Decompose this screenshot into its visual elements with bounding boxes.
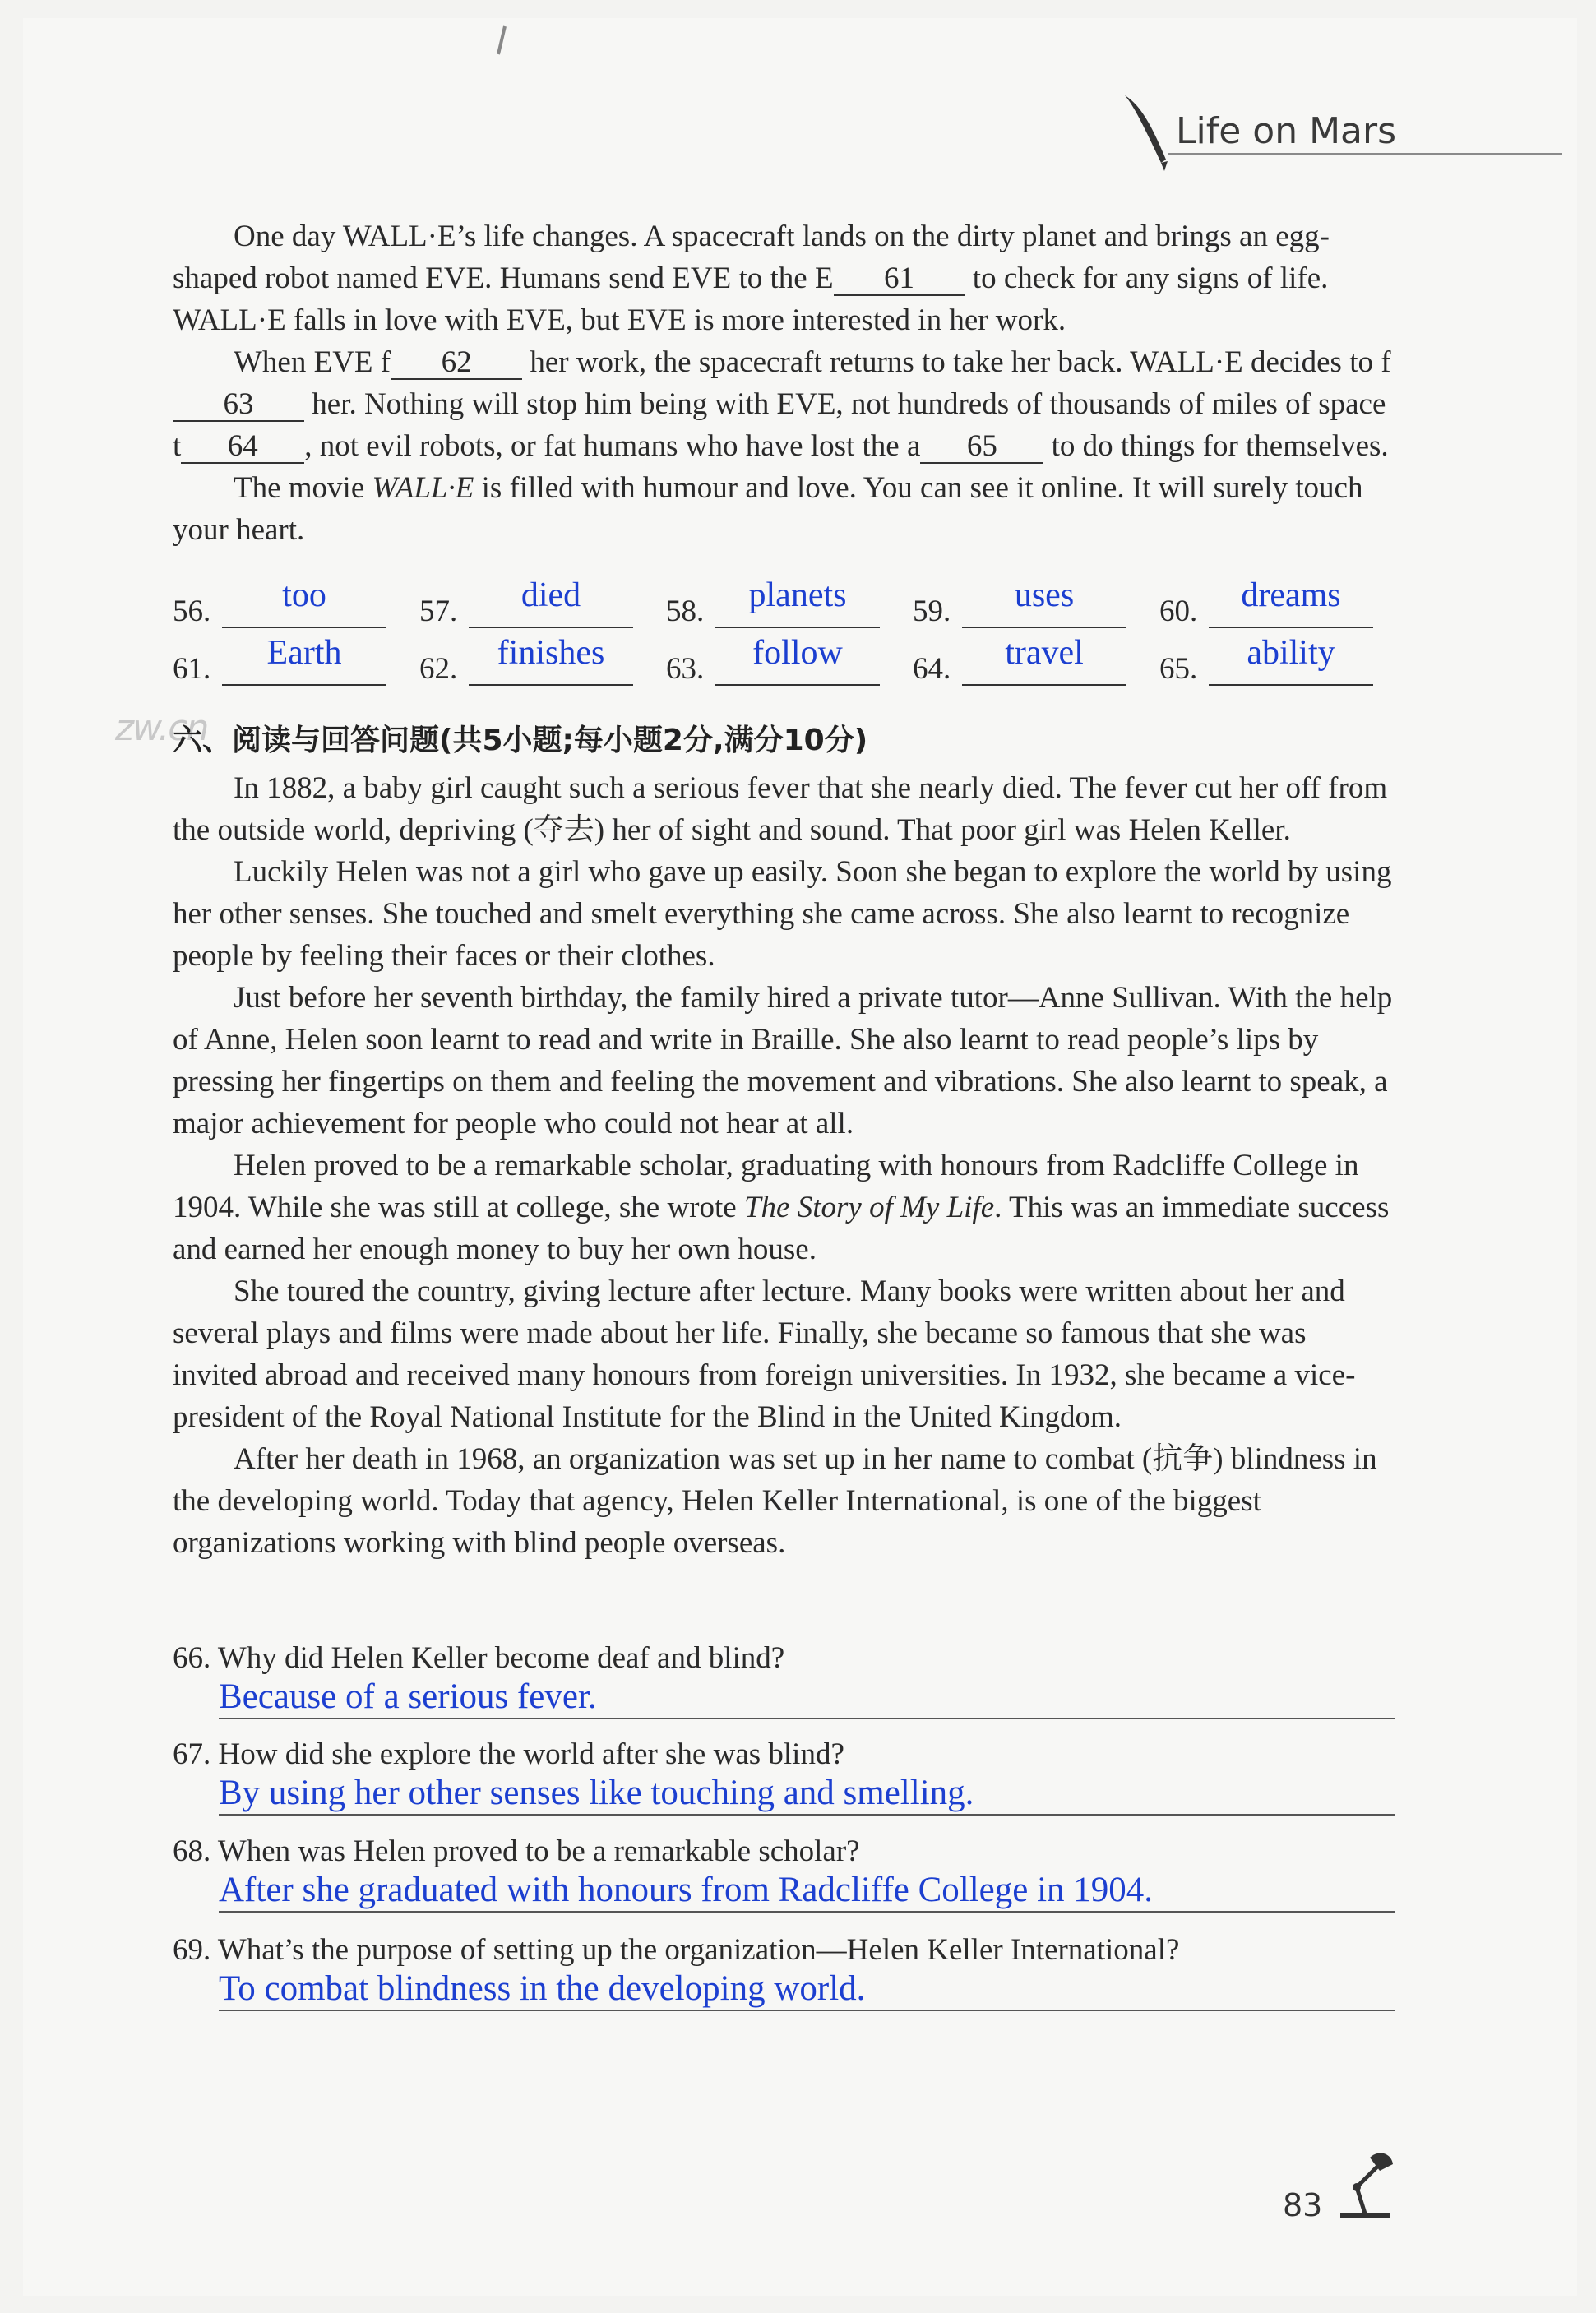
answer-grid [173,576,1406,691]
desk-lamp-icon [1332,2146,1398,2220]
book-title: The Story of My Life [743,1191,995,1224]
blank-65: 65 [920,431,1043,464]
answer-text: After she graduated with honours from Radcliffe College in 1904. [219,1871,1154,1909]
passage-helen-keller [173,767,1398,1564]
paragraph: One day WALL·E’s life changes. A spacecraft lands on the dirty planet and brings an egg-shaped robot named EVE. Humans send EVE to the E 61 to check for any signs of life. WALL·E falls in love with EVE, but EVE is more interested in her work. [173,220,1330,337]
answer-row: 56. too 57. died 58. planets 59. uses 60. dreams [173,576,1406,633]
pen-mark [493,25,510,58]
answer-line [219,1718,1395,1719]
page-header [1118,90,1579,164]
question-text: 66. Why did Helen Keller become deaf and blind? [173,1641,785,1675]
answer-line [219,1814,1395,1816]
blank-64: 64 [181,431,304,464]
quill-pen-icon [1118,90,1176,173]
paragraph: The movie WALL·E is filled with humour and love. You can see it online. It will surely touch your heart. [173,471,1363,547]
paragraph: When EVE f 62 her work, the spacecraft returns to take her back. WALL·E decides to f63 her. Nothing will stop him being with EVE, not hundreds of thousands of miles of space t 64 , not evil robots, or fat humans who have lost the a 65 to do things for themselves. [173,345,1391,463]
paragraph: After her death in 1968, an organization was set up in her name to combat (抗争) blindness in the developing world. Today that agency, Helen Keller International, is one of the biggest organizations working with blind people overseas. [173,1442,1377,1560]
page-number: 83 [1283,2187,1323,2223]
answer-text: By using her other senses like touching and smelling. [219,1774,974,1812]
question-text: 69. What’s the purpose of setting up the organization—Helen Keller International? [173,1933,1180,1967]
answer-text: To combat blindness in the developing world. [219,1969,866,2008]
blank-61: 61 [834,263,965,296]
answer-line [219,2010,1395,2011]
header-title: Life on Mars [1176,110,1397,152]
paragraph: Just before her seventh birthday, the family hired a private tutor—Anne Sullivan. With the help of Anne, Helen soon learnt to read and write in Braille. She also learnt to read people’s lips by pressing her fingertips on them and feeling the movement and vibrations. She also learnt to speak, a major achievement for people who could not hear at all. [173,981,1393,1140]
blank-62: 62 [391,347,522,380]
question-text: 68. When was Helen proved to be a remarkable scholar? [173,1834,860,1868]
passage-wall-e [173,215,1398,551]
paragraph: In 1882, a baby girl caught such a serious fever that she nearly died. The fever cut her off from the outside world, depriving (夺去) her of sight and sound. That poor girl was Helen Keller. [173,771,1388,847]
paragraph: She toured the country, giving lecture after lecture. Many books were written about her and several plays and films were made about her life. Finally, she became so famous that she was invited abroad and received many honours from foreign universities. In 1932, she became a vice-president of the Royal National Institute for the Blind in the United Kingdom. [173,1274,1356,1434]
blank-63: 63 [173,389,304,422]
question-text: 67. How did she explore the world after she was blind? [173,1737,844,1771]
watermark: zw.cn [115,707,208,749]
answer-line [219,1911,1395,1913]
answer-text: Because of a serious fever. [219,1677,597,1716]
answer-row: 61. Earth 62. finishes 63. follow 64. travel 65. ability [173,633,1406,691]
header-rule [1168,153,1562,155]
movie-title: WALL·E [372,471,474,505]
paragraph: Luckily Helen was not a girl who gave up easily. Soon she began to explore the world by using her other senses. She touched and smelt everything she came across. She also learnt to recognize people by feeling their faces or their clothes. [173,855,1392,973]
paragraph: Helen proved to be a remarkable scholar, graduating with honours from Radcliffe College in 1904. While she was still at college, she wrote The Story of My Life. This was an immediate success and earned her enough money to buy her own house. [173,1149,1390,1266]
section-heading: 六、阅读与回答问题(共5小题;每小题2分,满分10分) [173,724,868,757]
